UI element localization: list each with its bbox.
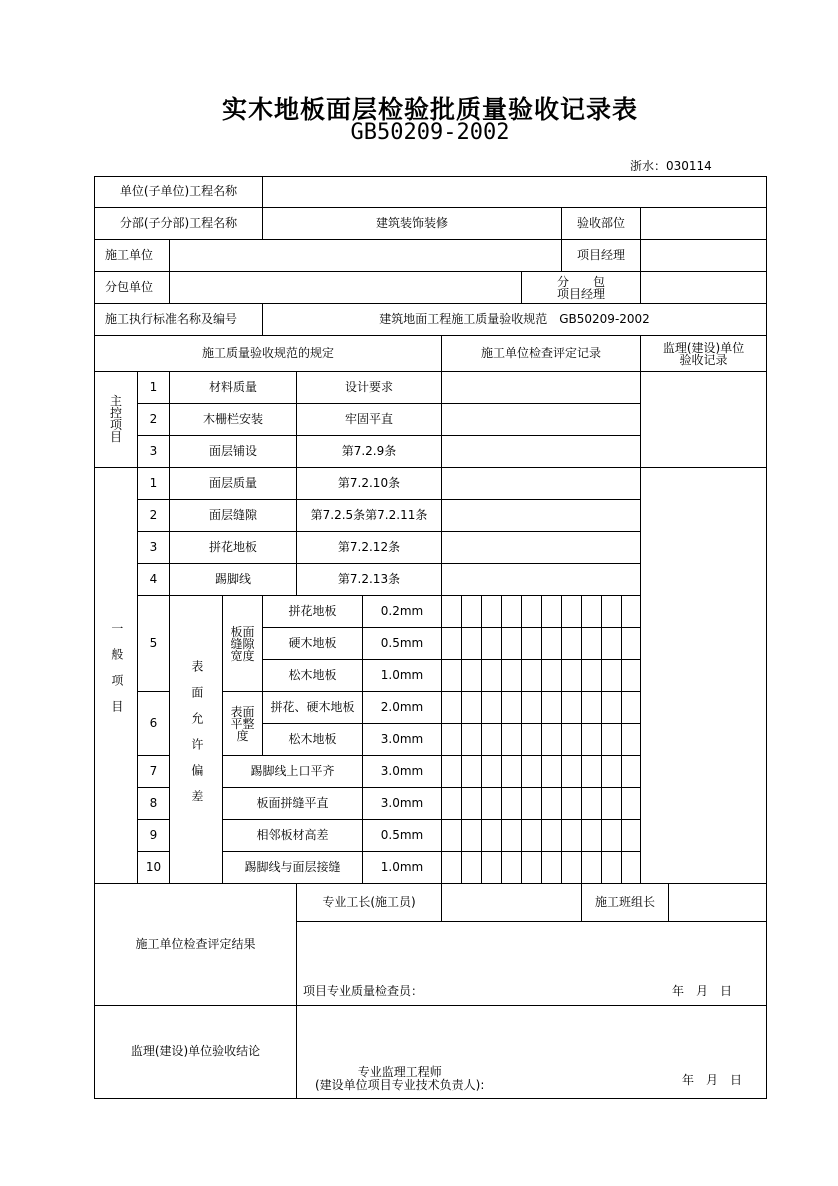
main-control-label (95, 372, 138, 468)
allowed-deviation: 0.2mm (363, 596, 442, 628)
check-cell[interactable] (622, 820, 641, 852)
check-cell[interactable] (542, 820, 562, 852)
check-cell[interactable] (542, 756, 562, 788)
check-cell[interactable] (482, 596, 502, 628)
check-cell[interactable] (622, 852, 641, 884)
main-item-row (95, 372, 767, 404)
item-number: 3 (138, 436, 170, 468)
check-cell[interactable] (482, 724, 502, 756)
contractor-field[interactable] (170, 240, 562, 272)
sub-pm-label (522, 272, 641, 304)
standard-code: GB50209-2002 (350, 120, 510, 145)
unit-project-field[interactable] (263, 177, 767, 208)
owner-tech-label: (建设单位项目专业技术负责人): (315, 1077, 485, 1092)
check-cell[interactable] (442, 820, 462, 852)
date-label: 年 月 日 (672, 984, 733, 999)
group-text: 板面缝隙宽度 (230, 624, 255, 663)
allowed-deviation: 1.0mm (363, 660, 442, 692)
check-cell[interactable] (462, 660, 482, 692)
general-text: 一般项目 (109, 621, 124, 726)
check-cell[interactable] (562, 596, 582, 628)
subcontractor-field[interactable] (170, 272, 522, 304)
check-cell[interactable] (522, 852, 542, 884)
deviation-text: 表面允许偏差 (189, 659, 204, 816)
contractor-record-field[interactable] (442, 500, 641, 532)
check-cell[interactable] (442, 692, 462, 724)
check-cell[interactable] (602, 628, 622, 660)
item-number: 3 (138, 532, 170, 564)
item-number: 1 (138, 372, 170, 404)
sub-pm-field[interactable] (641, 272, 767, 304)
subcontractor-label: 分包单位 (95, 272, 170, 304)
check-cell[interactable] (442, 724, 462, 756)
allowed-deviation: 0.5mm (363, 820, 442, 852)
foreman-label: 专业工长(施工员) (297, 884, 442, 922)
deviation-label (170, 596, 223, 884)
check-cell[interactable] (442, 596, 462, 628)
date-label-2: 年 月 日 (682, 1073, 743, 1088)
check-cell[interactable] (522, 660, 542, 692)
item-name: 踢脚线 (170, 564, 297, 596)
check-cell[interactable] (582, 724, 602, 756)
item-number: 8 (138, 788, 170, 820)
contractor-record-field[interactable] (442, 564, 641, 596)
sub-item-name: 拼花、硬木地板 (263, 692, 363, 724)
check-cell[interactable] (482, 852, 502, 884)
check-cell[interactable] (542, 788, 562, 820)
check-cell[interactable] (622, 628, 641, 660)
check-cell[interactable] (442, 756, 462, 788)
item-number: 7 (138, 756, 170, 788)
sub-pm-label-line1: 分 包 (556, 274, 605, 289)
item-number: 2 (138, 404, 170, 436)
check-cell[interactable] (542, 852, 562, 884)
item-requirement: 第7.2.12条 (297, 532, 442, 564)
check-cell[interactable] (502, 628, 522, 660)
check-cell[interactable] (622, 724, 641, 756)
check-cell[interactable] (462, 820, 482, 852)
check-cell[interactable] (522, 788, 542, 820)
check-cell[interactable] (482, 628, 502, 660)
check-cell[interactable] (622, 756, 641, 788)
check-cell[interactable] (562, 660, 582, 692)
check-cell[interactable] (542, 724, 562, 756)
contractor-record-header: 施工单位检查评定记录 (442, 336, 641, 372)
standard-field[interactable]: 建筑地面工程施工质量验收规范 GB50209-2002 (263, 304, 767, 336)
sub-item-name: 踢脚线上口平齐 (223, 756, 363, 788)
check-cell[interactable] (462, 692, 482, 724)
check-cell[interactable] (502, 820, 522, 852)
item-requirement: 第7.2.10条 (297, 468, 442, 500)
check-cell[interactable] (582, 852, 602, 884)
check-cell[interactable] (502, 852, 522, 884)
item-name: 面层铺设 (170, 436, 297, 468)
check-cell[interactable] (622, 692, 641, 724)
check-cell[interactable] (582, 660, 602, 692)
check-cell[interactable] (462, 724, 482, 756)
check-cell[interactable] (502, 692, 522, 724)
sub-item-name: 硬木地板 (263, 628, 363, 660)
check-cell[interactable] (562, 628, 582, 660)
check-cell[interactable] (482, 788, 502, 820)
check-cell[interactable] (462, 596, 482, 628)
check-cell[interactable] (522, 820, 542, 852)
check-cell[interactable] (482, 660, 502, 692)
check-cell[interactable] (442, 852, 462, 884)
inspection-form-table (94, 176, 767, 1099)
sub-project-label: 分部(子分部)工程名称 (95, 208, 263, 240)
allowed-deviation: 0.5mm (363, 628, 442, 660)
project-manager-field[interactable] (641, 240, 767, 272)
item-requirement: 第7.2.9条 (297, 436, 442, 468)
check-cell[interactable] (622, 660, 641, 692)
serial-number: 浙水：030114 (630, 159, 712, 173)
check-cell[interactable] (442, 628, 462, 660)
general-item-row (95, 468, 767, 500)
contractor-record-field[interactable] (442, 372, 641, 404)
check-cell[interactable] (442, 788, 462, 820)
allowed-deviation: 1.0mm (363, 852, 442, 884)
check-cell[interactable] (502, 788, 522, 820)
check-cell[interactable] (582, 820, 602, 852)
general-label (95, 468, 138, 884)
check-cell[interactable] (622, 596, 641, 628)
standard-label: 施工执行标准名称及编号 (95, 304, 263, 336)
check-cell[interactable] (602, 820, 622, 852)
check-cell[interactable] (602, 692, 622, 724)
item-number: 9 (138, 820, 170, 852)
acceptance-part-field[interactable] (641, 208, 767, 240)
item-name: 木栅栏安装 (170, 404, 297, 436)
check-cell[interactable] (602, 788, 622, 820)
item-number: 10 (138, 852, 170, 884)
check-cell[interactable] (582, 628, 602, 660)
check-cell[interactable] (502, 756, 522, 788)
item-number: 5 (138, 596, 170, 692)
allowed-deviation: 2.0mm (363, 692, 442, 724)
check-cell[interactable] (542, 596, 562, 628)
allowed-deviation: 3.0mm (363, 788, 442, 820)
item-requirement: 牢固平直 (297, 404, 442, 436)
supervisor-signature-labels (315, 1066, 484, 1092)
check-cell[interactable] (562, 756, 582, 788)
check-cell[interactable] (482, 692, 502, 724)
item-requirement: 第7.2.5条第7.2.11条 (297, 500, 442, 532)
contractor-result-field[interactable] (297, 922, 767, 1006)
spec-column-header: 施工质量验收规范的规定 (95, 336, 442, 372)
item-number: 2 (138, 500, 170, 532)
check-cell[interactable] (582, 756, 602, 788)
check-cell[interactable] (522, 756, 542, 788)
unit-project-label: 单位(子单位)工程名称 (95, 177, 263, 208)
allowed-deviation: 3.0mm (363, 756, 442, 788)
supervisor-engineer-label: 专业监理工程师 (357, 1064, 442, 1079)
acceptance-part-label: 验收部位 (562, 208, 641, 240)
supervisor-record-text: 监理(建设)单位验收记录 (662, 340, 745, 367)
check-cell[interactable] (562, 852, 582, 884)
supervisor-record-field[interactable] (641, 372, 767, 468)
item-requirement: 第7.2.13条 (297, 564, 442, 596)
check-cell[interactable] (602, 660, 622, 692)
check-cell[interactable] (522, 692, 542, 724)
check-cell[interactable] (462, 628, 482, 660)
sub-item-name: 相邻板材高差 (223, 820, 363, 852)
item-name: 面层质量 (170, 468, 297, 500)
check-cell[interactable] (602, 756, 622, 788)
item-number: 4 (138, 564, 170, 596)
item-name: 面层缝隙 (170, 500, 297, 532)
supervisor-conclusion-field[interactable] (297, 1006, 767, 1099)
sub-item-name: 松木地板 (263, 660, 363, 692)
group-label (223, 692, 263, 756)
check-cell[interactable] (502, 724, 522, 756)
check-cell[interactable] (562, 724, 582, 756)
form-title: 实木地板面层检验批质量验收记录表 (221, 95, 638, 124)
inspector-label: 项目专业质量检查员： (303, 984, 424, 999)
item-number: 1 (138, 468, 170, 500)
main-control-text: 主控项目 (109, 393, 122, 444)
project-manager-label: 项目经理 (562, 240, 641, 272)
check-cell[interactable] (542, 660, 562, 692)
foreman-field[interactable] (442, 884, 582, 922)
check-cell[interactable] (462, 756, 482, 788)
team-leader-label: 施工班组长 (582, 884, 669, 922)
check-cell[interactable] (602, 596, 622, 628)
sub-item-name: 板面拼缝平直 (223, 788, 363, 820)
sub-item-name: 松木地板 (263, 724, 363, 756)
check-cell[interactable] (602, 724, 622, 756)
sub-item-name: 拼花地板 (263, 596, 363, 628)
check-cell[interactable] (562, 820, 582, 852)
supervisor-record-header (641, 336, 767, 372)
contractor-record-field[interactable] (442, 532, 641, 564)
contractor-result-label: 施工单位检查评定结果 (95, 884, 297, 1006)
check-cell[interactable] (482, 820, 502, 852)
check-cell[interactable] (462, 852, 482, 884)
supervisor-record-field[interactable] (641, 468, 767, 884)
supervisor-conclusion-label: 监理(建设)单位验收结论 (95, 1006, 297, 1099)
item-name: 材料质量 (170, 372, 297, 404)
item-number: 6 (138, 692, 170, 756)
sub-pm-label-line2: 项目经理 (556, 286, 605, 301)
check-cell[interactable] (482, 756, 502, 788)
contractor-record-field[interactable] (442, 404, 641, 436)
check-cell[interactable] (442, 660, 462, 692)
team-leader-field[interactable] (669, 884, 767, 922)
item-requirement: 设计要求 (297, 372, 442, 404)
allowed-deviation: 3.0mm (363, 724, 442, 756)
check-cell[interactable] (502, 596, 522, 628)
check-cell[interactable] (622, 788, 641, 820)
group-label (223, 596, 263, 692)
contractor-record-field[interactable] (442, 436, 641, 468)
check-cell[interactable] (582, 788, 602, 820)
contractor-record-field[interactable] (442, 468, 641, 500)
check-cell[interactable] (522, 596, 542, 628)
sub-item-name: 踢脚线与面层接缝 (223, 852, 363, 884)
item-name: 拼花地板 (170, 532, 297, 564)
check-cell[interactable] (562, 788, 582, 820)
check-cell[interactable] (562, 692, 582, 724)
check-cell[interactable] (522, 724, 542, 756)
sub-project-field[interactable]: 建筑装饰装修 (263, 208, 562, 240)
check-cell[interactable] (462, 788, 482, 820)
check-cell[interactable] (542, 692, 562, 724)
check-cell[interactable] (542, 628, 562, 660)
check-cell[interactable] (582, 692, 602, 724)
check-cell[interactable] (502, 660, 522, 692)
check-cell[interactable] (582, 596, 602, 628)
check-cell[interactable] (602, 852, 622, 884)
group-text: 表面平整度 (230, 704, 255, 743)
contractor-label: 施工单位 (95, 240, 170, 272)
check-cell[interactable] (522, 628, 542, 660)
